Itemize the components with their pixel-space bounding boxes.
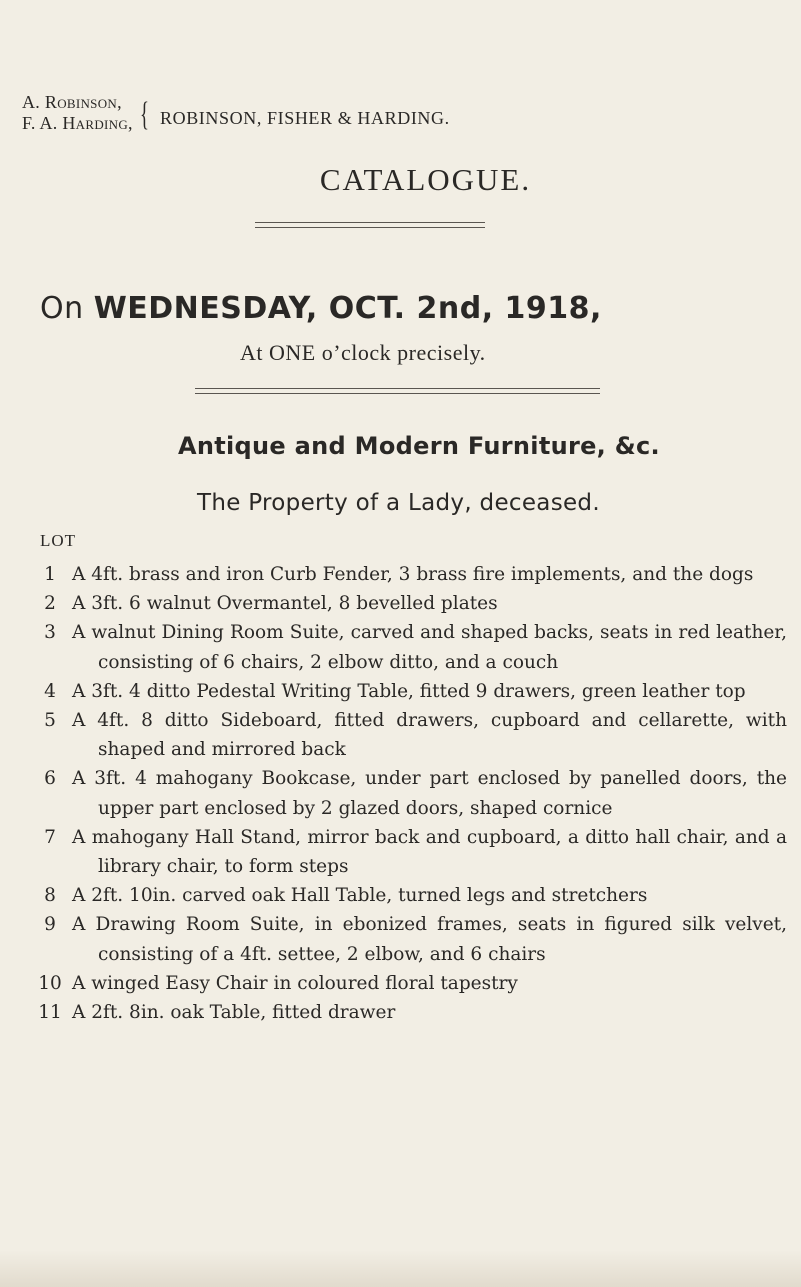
section-title: Antique and Modern Furniture, &c. (178, 432, 660, 460)
lot-item (0, 706, 801, 764)
lot-number: 2 (44, 593, 56, 615)
lot-item (0, 910, 801, 968)
lot-description: A 2ft. 8in. oak Table, fitted drawer (72, 1002, 396, 1024)
lot-description: A 3ft. 6 walnut Overmantel, 8 bevelled plates (72, 593, 498, 615)
firm-name: ROBINSON, FISHER & HARDING. (160, 108, 450, 128)
title-rule (255, 222, 485, 228)
header-brace: { (140, 96, 149, 133)
lot-list (0, 560, 801, 1027)
lot-number: 5 (44, 710, 56, 732)
lot-description: A walnut Dining Room Suite, carved and shaped backs, seats in red leather, consisting of 6 chairs, 2 elbow ditto, and a couch (72, 622, 787, 673)
lot-description: A 4ft. 8 ditto Sideboard, fitted drawers, cupboard and cellarette, with shaped and mirrored back (72, 710, 787, 761)
lot-item (0, 998, 801, 1027)
lot-item (0, 881, 801, 910)
lot-item (0, 618, 801, 676)
catalogue-title (0, 162, 801, 198)
lot-description: A 2ft. 10in. carved oak Hall Table, turned legs and stretchers (72, 885, 648, 907)
lot-number: 4 (44, 680, 56, 702)
lot-number: 7 (44, 826, 56, 848)
lot-description: A Drawing Room Suite, in ebonized frames, seats in figured silk velvet, consisting of a 4ft. settee, 2 elbow, and 6 chairs (72, 914, 787, 965)
catalogue-title-text: CATALOGUE. (319, 162, 532, 197)
lot-item (0, 560, 801, 589)
lot-item (0, 764, 801, 822)
auctioneer-header (22, 92, 642, 152)
lot-number: 11 (38, 1002, 62, 1024)
lot-number: 10 (38, 972, 62, 994)
section-subtitle: The Property of a Lady, deceased. (197, 490, 600, 516)
sale-date-line (40, 291, 602, 326)
lot-description: A 4ft. brass and iron Curb Fender, 3 brass fire implements, and the dogs (72, 564, 754, 585)
lot-description: A 3ft. 4 ditto Pedestal Writing Table, fitted 9 drawers, green leather top (72, 680, 746, 702)
partner-name-harding: F. A. Harding, (22, 113, 133, 133)
lot-item (0, 677, 801, 706)
partner-names (22, 92, 147, 134)
paper-edge-stain (0, 1250, 801, 1287)
sale-on: On (40, 291, 84, 326)
lot-number: 8 (44, 885, 56, 907)
partner-name-robinson: A. Robinson, (22, 92, 122, 112)
lot-description: A 3ft. 4 mahogany Bookcase, under part enclosed by panelled doors, the upper part enclosed by 2 glazed doors, shaped cornice (72, 768, 787, 819)
lot-item (0, 969, 801, 998)
lot-number: 6 (44, 768, 56, 790)
lot-column-heading: LOT (40, 531, 77, 550)
lot-number: 1 (44, 564, 56, 585)
sale-time: At ONE o’clock precisely. (240, 340, 486, 365)
lot-item (0, 589, 801, 618)
lot-description: A mahogany Hall Stand, mirror back and cupboard, a ditto hall chair, and a library chair, to form steps (72, 826, 787, 878)
lot-number: 9 (44, 914, 56, 936)
date-rule (195, 388, 600, 394)
lot-description: A winged Easy Chair in coloured floral tapestry (72, 972, 518, 994)
lot-number: 3 (44, 622, 56, 644)
lot-item (0, 823, 801, 881)
sale-date: WEDNESDAY, OCT. 2nd, 1918, (93, 291, 602, 326)
